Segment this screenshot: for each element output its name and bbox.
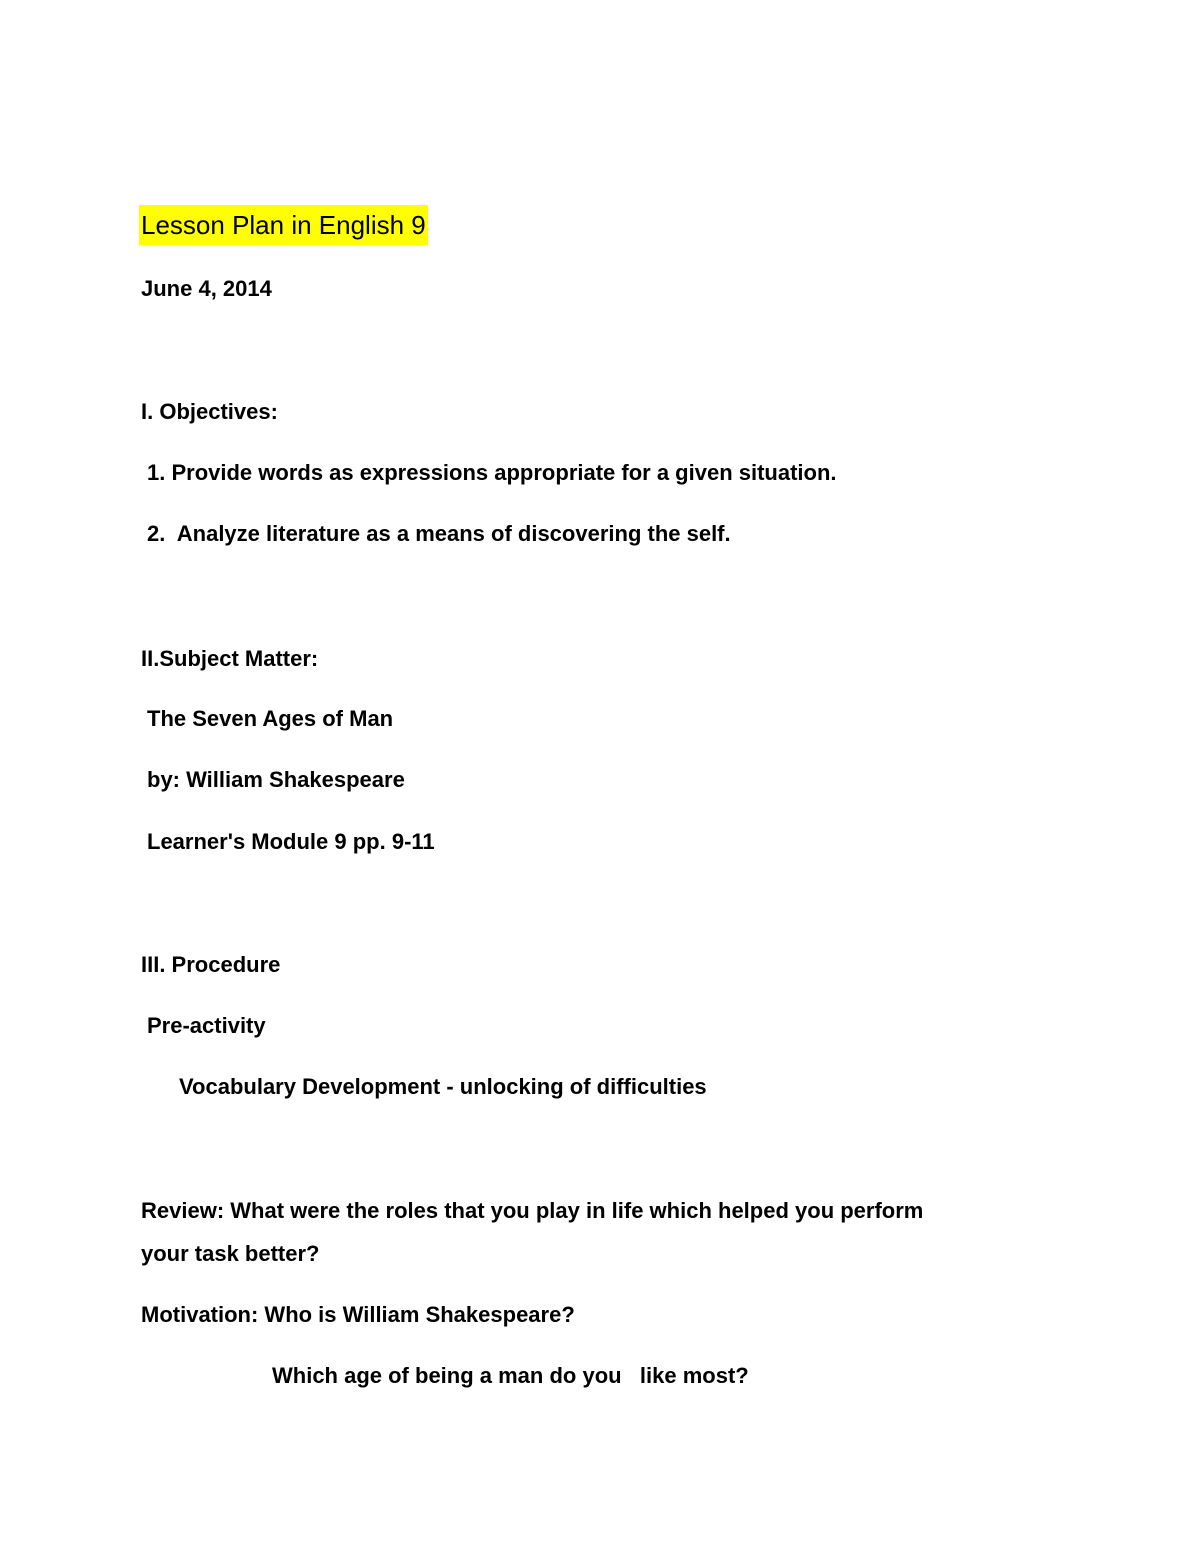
subject-matter-title: The Seven Ages of Man xyxy=(147,706,394,731)
subject-matter-heading: II.Subject Matter: xyxy=(141,646,319,671)
pre-activity-label: Pre-activity xyxy=(147,1013,266,1038)
vocabulary-development: Vocabulary Development - unlocking of difficulties xyxy=(179,1074,707,1099)
objective-item-1: 1. Provide words as expressions appropriate for a given situation. xyxy=(147,460,837,485)
review-line-2: your task better? xyxy=(141,1241,320,1266)
procedure-heading: III. Procedure xyxy=(141,952,281,977)
motivation-line-1: Motivation: Who is William Shakespeare? xyxy=(141,1302,575,1327)
objectives-heading: I. Objectives: xyxy=(141,399,278,424)
page-title: Lesson Plan in English 9 xyxy=(139,205,428,245)
motivation-line-2: Which age of being a man do you like most? xyxy=(272,1363,749,1388)
review-line-1: Review: What were the roles that you play in life which helped you perform xyxy=(141,1198,924,1223)
objective-item-2: 2. Analyze literature as a means of discovering the self. xyxy=(147,521,731,546)
subject-matter-reference: Learner's Module 9 pp. 9-11 xyxy=(147,829,435,854)
subject-matter-author: by: William Shakespeare xyxy=(147,767,405,792)
date: June 4, 2014 xyxy=(141,276,272,301)
